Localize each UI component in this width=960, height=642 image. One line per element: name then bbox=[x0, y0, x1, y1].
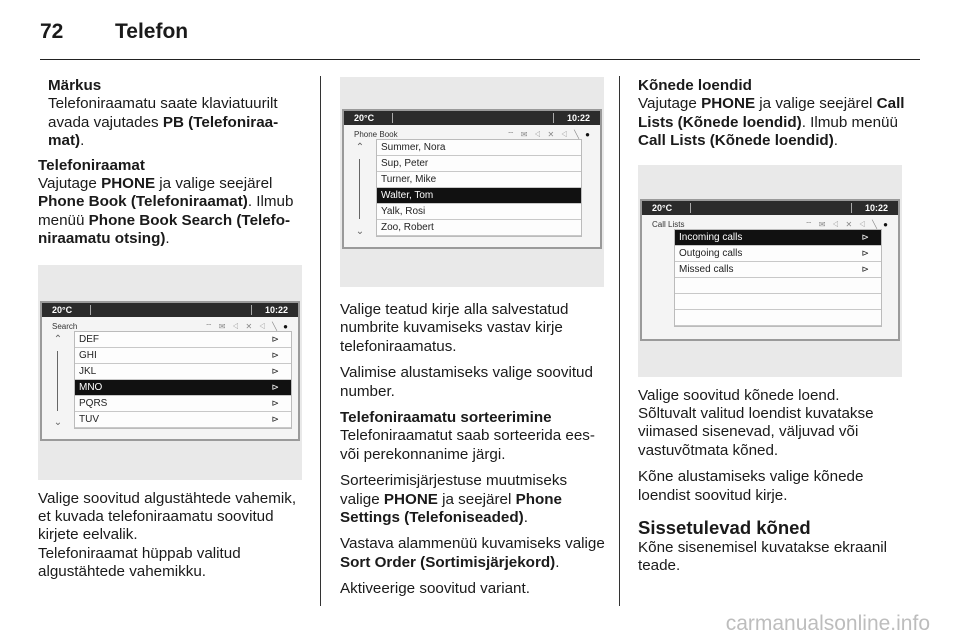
list-item[interactable] bbox=[377, 220, 581, 236]
paragraph bbox=[340, 535, 606, 572]
page-number: 72 bbox=[40, 20, 64, 43]
bold-text: PHONE bbox=[101, 175, 156, 193]
scroll-down-icon[interactable]: ⌄ bbox=[53, 417, 63, 429]
screenshot-search bbox=[38, 265, 302, 480]
paragraph: Valimise alustamiseks valige soovitud number. bbox=[340, 364, 593, 400]
pane bbox=[344, 125, 600, 247]
text: . bbox=[523, 509, 528, 527]
chevron-right-icon: ⊳ bbox=[271, 413, 279, 424]
status-bar bbox=[642, 201, 898, 215]
list-item-label: MNO bbox=[79, 381, 103, 393]
text: . bbox=[165, 230, 170, 248]
chevron-right-icon: ⊳ bbox=[271, 381, 279, 392]
list-item-label: DEF bbox=[79, 333, 99, 345]
list-item[interactable] bbox=[75, 396, 291, 412]
text: Telefoniraamatu saate klaviatuurilt avada vajutades bbox=[48, 95, 278, 131]
chevron-right-icon: ⊳ bbox=[271, 365, 279, 376]
section-heading: Sissetulevad kõned bbox=[638, 517, 811, 539]
status-bar bbox=[42, 303, 298, 317]
bold-text: Phone Book Search (Telefoniraamatu otsing) bbox=[38, 211, 291, 248]
chevron-right-icon: ⊳ bbox=[271, 349, 279, 360]
list-item[interactable] bbox=[675, 230, 881, 246]
paragraph: Telefoniraamatut saab sorteerida ees- või perekonnanime järgi. bbox=[340, 427, 595, 463]
paragraph bbox=[340, 472, 606, 527]
list-item[interactable] bbox=[75, 380, 291, 396]
paragraph: Telefoniraamat hüppab valitud algustähtede vahemikku. bbox=[38, 544, 241, 581]
list-item-label: Incoming calls bbox=[679, 231, 743, 243]
list-item-label: Sup, Peter bbox=[381, 158, 429, 169]
page-header bbox=[40, 18, 920, 60]
list-item[interactable] bbox=[75, 348, 291, 364]
list-item-label: Yalk, Rosi bbox=[381, 206, 426, 217]
temperature: 20°C bbox=[52, 304, 73, 315]
pane bbox=[642, 215, 898, 339]
chevron-right-icon: ⊳ bbox=[861, 231, 869, 242]
pane-title: Search bbox=[52, 321, 78, 331]
note-text bbox=[48, 95, 304, 150]
page-title: Telefon bbox=[115, 20, 189, 43]
paragraph: Sõltuvalt valitud loendist kuvatakse viimased sisenevad, väljuvad või vastuvõtmata kõned. bbox=[638, 405, 874, 459]
list-item[interactable] bbox=[377, 156, 581, 172]
phone-status-icons: ⌔ ✉ ◁ ✕ ◁ ╲ ● bbox=[205, 321, 290, 331]
text: . bbox=[555, 553, 560, 571]
text: Sorteerimisjärjestuse muutmiseks valige bbox=[340, 472, 568, 508]
list-item-label: Summer, Nora bbox=[381, 142, 446, 153]
list-item[interactable] bbox=[377, 188, 581, 204]
screenshot-phone-book bbox=[340, 77, 604, 287]
phone-status-icons: ⌔ ✉ ◁ ✕ ◁ ╲ ● bbox=[507, 130, 592, 139]
paragraph bbox=[38, 175, 304, 249]
list-item[interactable] bbox=[75, 332, 291, 348]
paragraph: Kõne alustamiseks valige kõnede loendist soovitud kirje. bbox=[638, 468, 864, 504]
display-screen bbox=[342, 109, 602, 249]
paragraph: Kõne sisenemisel kuvatakse ekraanil teade. bbox=[638, 539, 888, 575]
clock: 10:22 bbox=[264, 304, 288, 315]
pane-title: Call Lists bbox=[652, 219, 685, 229]
paragraph: Valige soovitud kõnede loend. bbox=[638, 386, 840, 404]
list-item-label: Walter, Tom bbox=[381, 190, 434, 201]
list-item-label: TUV bbox=[79, 413, 99, 425]
text: Vajutage bbox=[38, 175, 102, 193]
column-3 bbox=[638, 77, 910, 576]
list-item[interactable] bbox=[675, 246, 881, 262]
column-1 bbox=[38, 77, 304, 582]
list-item[interactable] bbox=[377, 172, 581, 188]
temperature: 20°C bbox=[354, 113, 375, 123]
scrollbar[interactable] bbox=[354, 139, 366, 241]
list-item[interactable] bbox=[377, 140, 581, 156]
scroll-down-icon[interactable]: ⌄ bbox=[355, 225, 365, 237]
paragraph bbox=[638, 95, 910, 150]
search-list bbox=[74, 331, 292, 429]
clock: 10:22 bbox=[864, 202, 888, 213]
text: Vastava alammenüü kuvamiseks valige bbox=[340, 535, 605, 553]
paragraph: Valige teatud kirje alla salvestatud numbrite kuvamiseks vastav kirje telefoniraamatus. bbox=[340, 301, 569, 355]
paragraph: Valige soovitud algustähtede vahemik, et kuvada telefoniraamatu soovitud kirjete eelvalik. bbox=[38, 489, 297, 544]
note bbox=[38, 77, 304, 151]
bold-text: Call Lists (Kõnede loendid) bbox=[638, 132, 834, 150]
text: . Ilmub menüü bbox=[38, 193, 294, 229]
temperature: 20°C bbox=[652, 202, 673, 213]
display-screen bbox=[40, 301, 300, 441]
list-item-label: Turner, Mike bbox=[381, 174, 437, 185]
text: ja seejärel bbox=[437, 490, 516, 508]
phone-book-list bbox=[376, 139, 582, 237]
status-bar bbox=[344, 111, 600, 125]
list-item-label: Zoo, Robert bbox=[381, 222, 434, 233]
bold-text: PHONE bbox=[383, 490, 438, 508]
text: ja valige seejärel bbox=[155, 175, 273, 193]
list-item-label: GHI bbox=[79, 349, 97, 361]
list-item-label: JKL bbox=[79, 365, 97, 377]
watermark: carmanualsonline.info bbox=[725, 612, 930, 635]
column-2 bbox=[340, 77, 606, 607]
note-title: Märkus bbox=[48, 77, 102, 94]
bold-text: PHONE bbox=[701, 95, 756, 113]
scroll-up-icon[interactable]: ⌃ bbox=[53, 333, 63, 345]
display-screen bbox=[640, 199, 900, 341]
pane-title: Phone Book bbox=[354, 130, 398, 139]
list-item[interactable] bbox=[675, 310, 881, 326]
text: ja valige seejärel bbox=[755, 95, 877, 113]
pane bbox=[42, 317, 298, 439]
chevron-right-icon: ⊳ bbox=[271, 397, 279, 408]
list-item-label: Outgoing calls bbox=[679, 247, 743, 259]
column-divider bbox=[619, 76, 620, 606]
bold-text: Phone Settings (Telefoniseaded) bbox=[340, 490, 563, 527]
text: . bbox=[80, 132, 85, 150]
bold-text: Call Lists (Kõnede loendid) bbox=[638, 95, 905, 131]
scroll-up-icon[interactable]: ⌃ bbox=[355, 142, 365, 153]
text: Vajutage bbox=[638, 95, 702, 113]
list-item-label: Missed calls bbox=[679, 263, 734, 275]
paragraph: Aktiveerige soovitud variant. bbox=[340, 580, 530, 598]
section-title: Kõnede loendid bbox=[638, 77, 752, 94]
chevron-right-icon: ⊳ bbox=[861, 247, 869, 258]
section-title: Telefoniraamatu sorteerimine bbox=[340, 409, 552, 427]
bold-text: Phone Book (Telefoniraamat) bbox=[38, 193, 248, 211]
chevron-right-icon: ⊳ bbox=[861, 263, 869, 274]
list-item-label: PQRS bbox=[79, 397, 108, 409]
list-item[interactable] bbox=[377, 204, 581, 220]
list-item[interactable] bbox=[75, 364, 291, 380]
column-divider bbox=[320, 76, 321, 606]
list-item[interactable] bbox=[675, 278, 881, 294]
bold-text: PB (Telefoniraamat) bbox=[48, 113, 279, 150]
scrollbar[interactable] bbox=[52, 331, 64, 433]
phone-status-icons: ⌔ ✉ ◁ ✕ ◁ ╲ ● bbox=[805, 219, 890, 229]
call-lists-list bbox=[674, 229, 882, 327]
text: . Ilmub menüü bbox=[801, 113, 898, 131]
list-item[interactable] bbox=[75, 412, 291, 428]
text: . bbox=[833, 132, 838, 150]
bold-text: Sort Order (Sortimisjärjekord) bbox=[340, 553, 556, 571]
chevron-right-icon: ⊳ bbox=[271, 333, 279, 344]
list-item[interactable] bbox=[675, 294, 881, 310]
screenshot-call-lists bbox=[638, 165, 902, 377]
list-item[interactable] bbox=[675, 262, 881, 278]
clock: 10:22 bbox=[566, 113, 590, 123]
section-title: Telefoniraamat bbox=[38, 156, 145, 174]
